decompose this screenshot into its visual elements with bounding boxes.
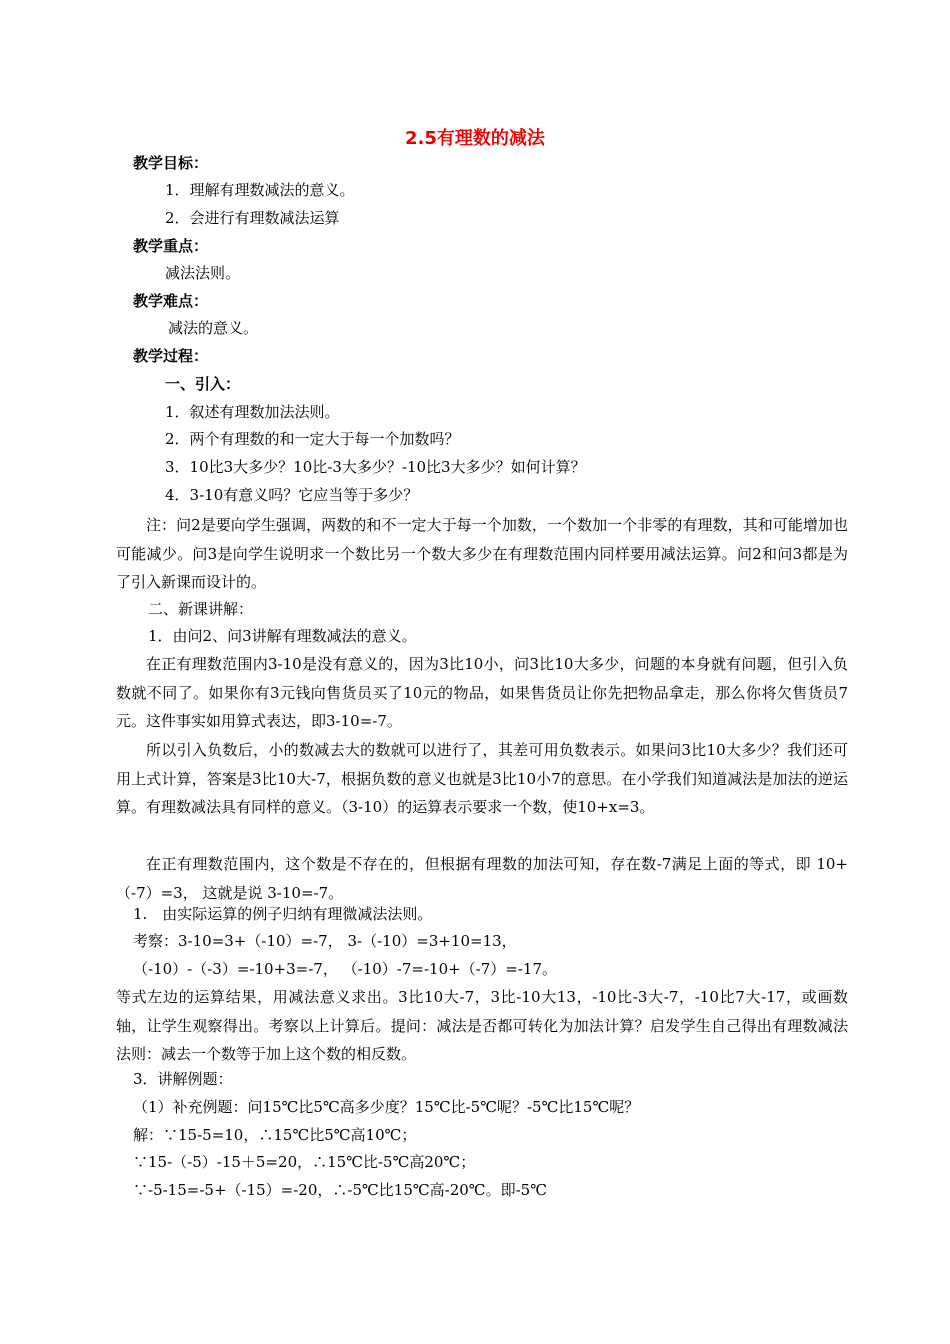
objective-item: 1．理解有理数减法的意义。 <box>165 181 355 199</box>
new-lesson-item: 1. 由实际运算的例子归纳有理微减法法则。 <box>133 905 433 923</box>
intro-item: 3．10比3大多少？10比-3大多少？-10比3大多少？如何计算？ <box>165 458 586 476</box>
intro-item: 2．两个有理数的和一定大于每一个加数吗？ <box>165 430 460 448</box>
objectives-heading: 教学目标： <box>133 154 209 172</box>
lesson-paragraph: 在正有理数范围内3-10是没有意义的，因为3比10小，问3比10大多少，问题的本身就有问题，但引入负数就不同了。如果你有3元钱向售货员买了10元的物品，如果售货员让你先把物品拿走，那么你将欠售货员7元。这件事实如用算式表达，即3-10=-7。 <box>116 655 848 731</box>
intro-item: 4．3-10有意义吗？它应当等于多少？ <box>165 486 419 504</box>
solution-line: 解：∵15-5=10，∴15℃比5℃高10℃； <box>133 1126 417 1144</box>
observation-line: 考察：3-10=3+（-10）=-7， 3-（-10）=3+10=13， <box>133 932 517 950</box>
intro-note: 注：问2是要向学生强调，两数的和不一定大于每一个加数，一个数加一个非零的有理数，其和可能增加也可能减少。问3是向学生说明求一个数比另一个数大多少在有理数范围内同样要用减法运算。问2和问3都是为了引入新课而设计的。 <box>116 516 848 592</box>
intro-item: 1．叙述有理数加法法则。 <box>165 403 340 421</box>
lesson-paragraph: 等式左边的运算结果，用减法意义求出。3比10大-7，3比-10大13，-10比-3大-7，-10比7大-17，或画数轴，让学生观察得出。考察以上计算后。提问：减法是否都可转化为加法计算？启发学生自己得出有理数减法法则：减去一个数等于加上这个数的相反数。 <box>116 988 848 1064</box>
solution-line: ∵-5-15=-5+（-15）=-20，∴-5℃比15℃高-20℃。即-5℃ <box>133 1181 547 1199</box>
observation-line: （-10）-（-3）=-10+3=-7， （-10）-7=-10+（-7）=-17。 <box>133 960 558 978</box>
lesson-paragraph: 所以引入负数后，小的数减去大的数就可以进行了，其差可用负数表示。如果问3比10大多少？我们还可用上式计算，答案是3比10大-7，根据负数的意义也就是3比10小7的意思。在小学我们知道减法是加法的逆运算。有理数减法具有同样的意义。（3-10）的运算表示要求一个数，使10+x=3。 <box>116 741 848 817</box>
new-lesson-heading: 二、新课讲解： <box>148 600 254 618</box>
new-lesson-item: 1．由问2、问3讲解有理数减法的意义。 <box>148 627 417 645</box>
intro-heading: 一、引入： <box>165 375 241 393</box>
solution-line: ∵15-（-5）-15＋5=20，∴15℃比-5℃高20℃； <box>133 1153 476 1171</box>
difficulty-text: 减法的意义。 <box>168 319 259 337</box>
example-line: （1）补充例题：问15℃比5℃高多少度？15℃比-5℃呢？-5℃比15℃呢？ <box>133 1098 640 1116</box>
difficulty-heading: 教学难点： <box>133 292 209 310</box>
lesson-paragraph: 在正有理数范围内，这个数是不存在的，但根据有理数的加法可知，存在数-7满足上面的等式，即 10+（-7）=3， 这就是说 3-10=-7。 <box>116 855 848 902</box>
objective-item: 2．会进行有理数减法运算 <box>165 209 340 227</box>
key-point-heading: 教学重点： <box>133 237 209 255</box>
process-heading: 教学过程： <box>133 347 209 365</box>
page-title: 2.5有理数的减法 <box>405 128 545 149</box>
key-point-text: 减法法则。 <box>165 264 241 282</box>
new-lesson-item: 3．讲解例题： <box>133 1070 233 1088</box>
